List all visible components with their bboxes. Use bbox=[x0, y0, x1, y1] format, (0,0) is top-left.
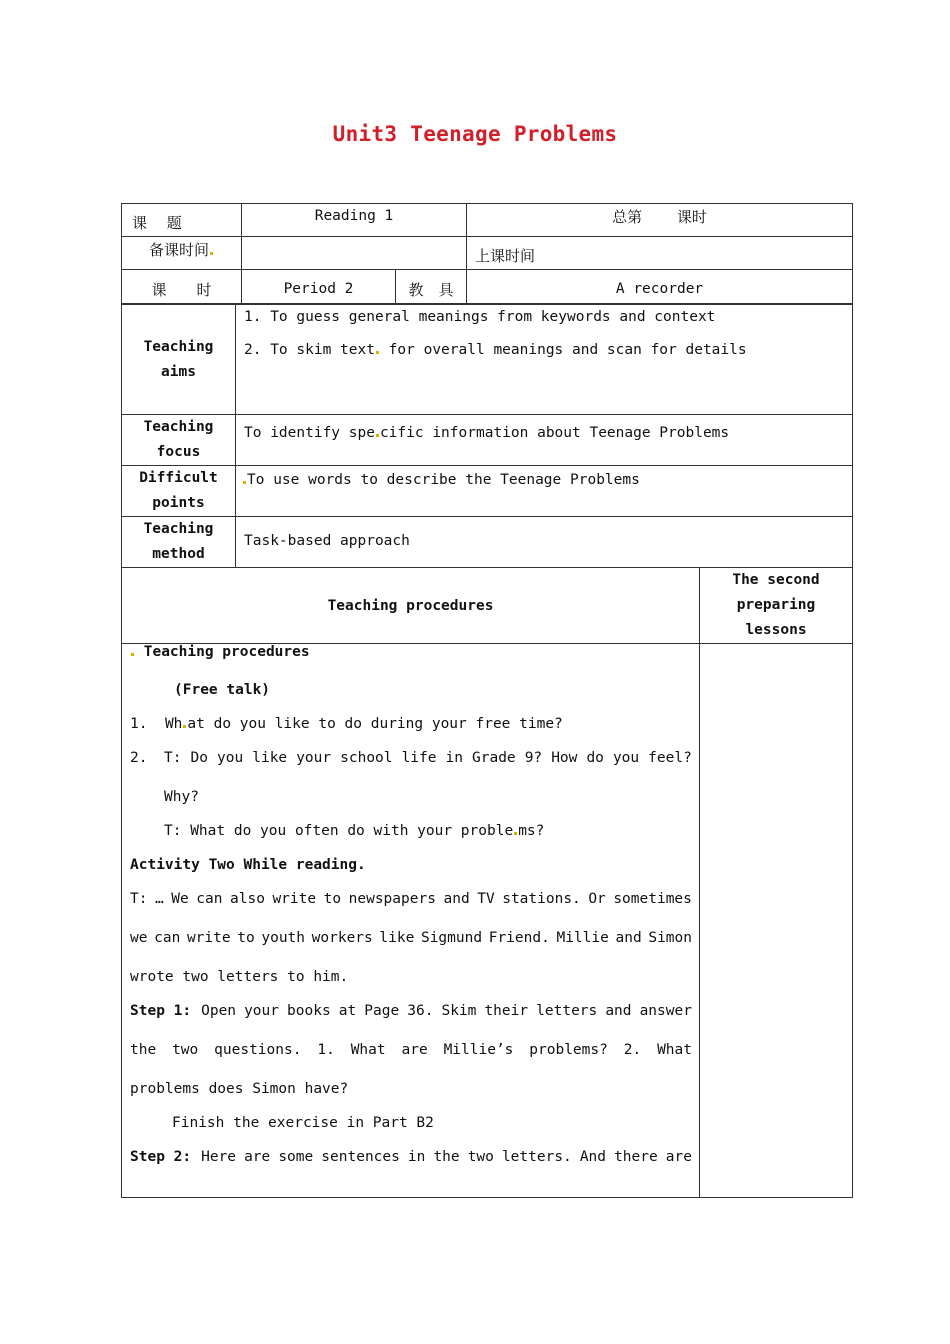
total-lesson-label: 总第 课时 bbox=[612, 208, 707, 226]
method-label-2: method bbox=[152, 546, 205, 562]
word: their bbox=[484, 1003, 529, 1019]
word: T: bbox=[130, 891, 148, 907]
word: … bbox=[155, 891, 164, 907]
aims-item-2: 2. To skim text for overall meanings and scan for details bbox=[244, 342, 747, 358]
period-label: 课 时 bbox=[151, 281, 212, 299]
word: can bbox=[196, 891, 223, 907]
prep-time-cell bbox=[122, 237, 242, 270]
second-prep-2: preparing bbox=[736, 597, 816, 613]
word: TV bbox=[477, 891, 495, 907]
word: also bbox=[230, 891, 265, 907]
step1-line-2 bbox=[130, 1042, 692, 1058]
word: letters bbox=[536, 1003, 598, 1019]
procedures-heading: Teaching procedures bbox=[130, 644, 699, 660]
word: feel? bbox=[648, 750, 692, 766]
word: can bbox=[154, 930, 181, 946]
word: 9? bbox=[524, 750, 543, 766]
t1-line-3: wrote two letters to him. bbox=[130, 969, 349, 985]
word: answer bbox=[639, 1003, 692, 1019]
word: questions. bbox=[214, 1042, 302, 1058]
t1-line-1 bbox=[130, 891, 692, 907]
word: and bbox=[615, 930, 642, 946]
second-prep-3: lessons bbox=[745, 622, 807, 638]
word: in bbox=[407, 1149, 426, 1165]
word: Friend. bbox=[488, 930, 550, 946]
topic-value-cell bbox=[242, 204, 467, 237]
second-prep-content[interactable] bbox=[700, 644, 853, 1198]
word: T: bbox=[164, 750, 182, 766]
aids-label: 教 具 bbox=[408, 281, 454, 299]
word: How bbox=[551, 750, 578, 766]
page-title: Unit3 Teenage Problems bbox=[332, 122, 618, 146]
word: two bbox=[467, 1149, 494, 1165]
mark-dot bbox=[131, 653, 134, 656]
word: workers bbox=[311, 930, 373, 946]
word: Simon bbox=[648, 930, 692, 946]
topic-label: 课 题 bbox=[132, 214, 182, 232]
word: like bbox=[379, 930, 415, 946]
word: We bbox=[171, 891, 189, 907]
word: at bbox=[338, 1003, 357, 1019]
question-1: 1. Wh at do you like to do during your free time? bbox=[130, 716, 563, 732]
procedures-content bbox=[122, 644, 700, 1198]
word: do bbox=[586, 750, 604, 766]
focus-content: To identify spe cific information about Teenage Problems bbox=[236, 415, 853, 466]
question-2-t2: T: What do you often do with your proble ms? bbox=[164, 823, 545, 839]
word: sometimes bbox=[613, 891, 692, 907]
word: two bbox=[172, 1042, 199, 1058]
word: and bbox=[443, 891, 470, 907]
word: are bbox=[665, 1149, 692, 1165]
word: we bbox=[130, 930, 148, 946]
word: 2. bbox=[623, 1042, 642, 1058]
mark-dot bbox=[376, 351, 379, 354]
word: write bbox=[186, 930, 231, 946]
word: your bbox=[296, 750, 332, 766]
aims-table bbox=[121, 304, 853, 568]
word: Open bbox=[201, 1003, 237, 1019]
word: the bbox=[433, 1149, 460, 1165]
period-label-cell bbox=[122, 270, 242, 304]
step1-line-1 bbox=[130, 1003, 692, 1019]
aims-label-cell bbox=[122, 305, 236, 415]
focus-label-1: Teaching bbox=[143, 419, 214, 435]
header-table bbox=[121, 203, 853, 304]
finish-exercise: Finish the exercise in Part B2 bbox=[172, 1115, 434, 1131]
free-talk: (Free talk) bbox=[174, 682, 271, 698]
procedures-table bbox=[121, 567, 853, 1198]
difficult-label-1: Difficult bbox=[139, 470, 218, 486]
word: Sigmund bbox=[420, 930, 483, 946]
word: What bbox=[350, 1042, 386, 1058]
word: you bbox=[217, 750, 244, 766]
word: What bbox=[657, 1042, 692, 1058]
total-lesson-cell bbox=[467, 204, 853, 237]
second-prep-1: The second bbox=[732, 572, 820, 588]
activity-two: Activity Two While reading. bbox=[130, 857, 366, 873]
step1-label: Step 1: bbox=[130, 1003, 192, 1019]
procedures-title: Teaching procedures bbox=[327, 597, 494, 614]
method-content bbox=[236, 517, 853, 568]
word: And bbox=[579, 1149, 607, 1165]
mark-dot bbox=[183, 725, 186, 728]
method-label-cell bbox=[122, 517, 236, 568]
topic-value: Reading 1 bbox=[314, 208, 394, 224]
word: there bbox=[614, 1149, 658, 1165]
word: some bbox=[278, 1149, 314, 1165]
word: life bbox=[401, 750, 437, 766]
step2-label: Step 2: bbox=[130, 1149, 192, 1165]
step1-line-3: problems does Simon have? bbox=[130, 1081, 349, 1097]
aims-content bbox=[236, 305, 853, 415]
focus-label-cell bbox=[122, 415, 236, 466]
mark-dot bbox=[376, 434, 379, 437]
word: Millie bbox=[556, 930, 609, 946]
question-2: 2. T: Do you like your school life in Grade 9? How do you feel? bbox=[130, 750, 692, 766]
word: and bbox=[605, 1003, 632, 1019]
word: your bbox=[244, 1003, 279, 1019]
class-time-label: 上课时间 bbox=[475, 247, 536, 265]
focus-label-2: focus bbox=[156, 444, 201, 460]
mark-dot bbox=[514, 832, 517, 835]
difficult-label-2: points bbox=[152, 495, 205, 511]
difficult-content: To use words to describe the Teenage Problems bbox=[236, 466, 853, 517]
word: the bbox=[130, 1042, 157, 1058]
aims-label-2: aims bbox=[161, 363, 196, 380]
word: you bbox=[612, 750, 640, 766]
step2-line-1 bbox=[130, 1149, 692, 1165]
word: Here bbox=[201, 1149, 237, 1165]
topic-label-cell bbox=[122, 204, 242, 237]
word: books bbox=[287, 1003, 331, 1019]
q2-line bbox=[164, 750, 692, 766]
t1-line-2 bbox=[130, 930, 692, 946]
class-time-cell bbox=[467, 237, 853, 270]
aims-item-1: 1. To guess general meanings from keywords and context bbox=[244, 309, 716, 325]
procedures-title-cell bbox=[122, 568, 700, 644]
word: Or bbox=[588, 891, 606, 907]
word: Do bbox=[190, 750, 208, 766]
word: to bbox=[323, 891, 342, 907]
word: are bbox=[244, 1149, 271, 1165]
word: write bbox=[272, 891, 317, 907]
word: are bbox=[401, 1042, 428, 1058]
aids-label-cell bbox=[396, 270, 467, 304]
aids-value: A recorder bbox=[615, 281, 704, 297]
method-text: Task-based approach bbox=[244, 533, 410, 549]
second-prep-cell bbox=[700, 568, 853, 644]
word: Skim bbox=[441, 1003, 477, 1019]
method-label-1: Teaching bbox=[143, 521, 214, 537]
word: school bbox=[340, 750, 393, 766]
word: sentences bbox=[321, 1149, 400, 1165]
word: stations. bbox=[502, 891, 581, 907]
aids-value-cell bbox=[467, 270, 853, 304]
mark-dot bbox=[210, 252, 213, 255]
word: like bbox=[252, 750, 288, 766]
word: 1. bbox=[317, 1042, 335, 1058]
word: Page bbox=[364, 1003, 400, 1019]
word: problems? bbox=[529, 1042, 608, 1058]
word: youth bbox=[261, 930, 306, 946]
period-value-cell bbox=[242, 270, 396, 304]
period-value: Period 2 bbox=[283, 281, 354, 297]
word: 36. bbox=[407, 1003, 434, 1019]
aims-label-1: Teaching bbox=[143, 338, 214, 355]
word: letters. bbox=[501, 1149, 572, 1165]
word: in bbox=[445, 750, 463, 766]
question-2-why: Why? bbox=[164, 789, 199, 805]
word: Millie’s bbox=[443, 1042, 514, 1058]
word: Grade bbox=[472, 750, 516, 766]
word: newspapers bbox=[348, 891, 436, 907]
difficult-label-cell bbox=[122, 466, 236, 517]
mark-dot bbox=[243, 481, 246, 484]
prep-time-value[interactable] bbox=[242, 237, 467, 270]
word: to bbox=[237, 930, 255, 946]
prep-time-label: 备课时间 bbox=[148, 241, 209, 259]
